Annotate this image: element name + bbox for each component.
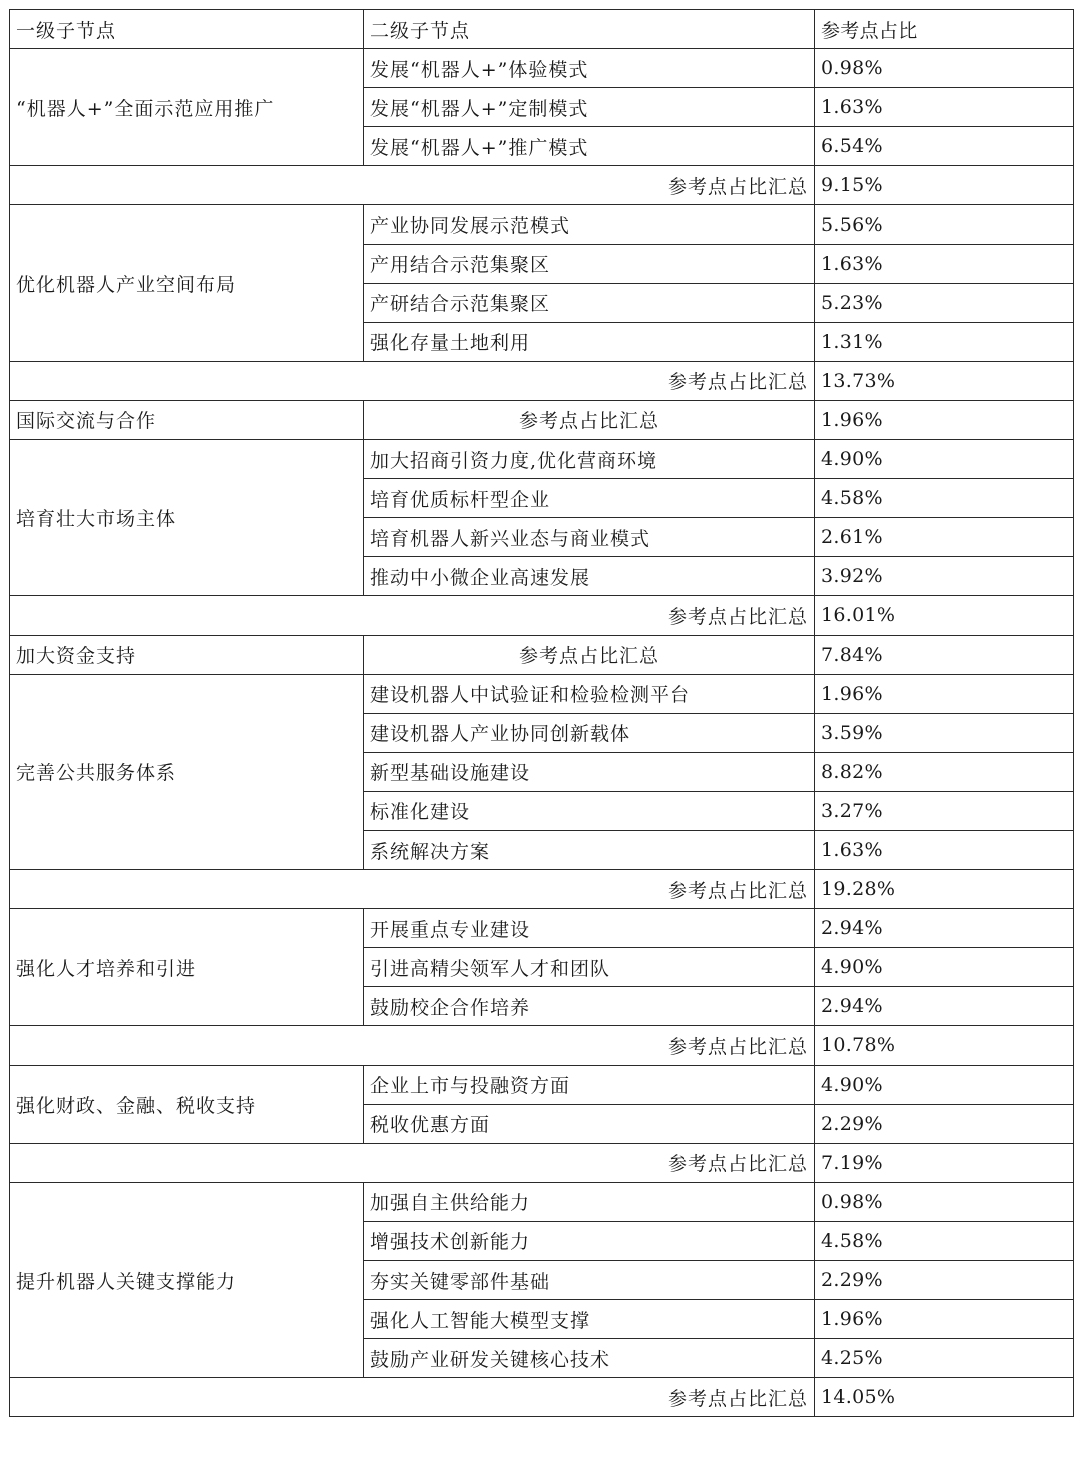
summary-label: 参考点占比汇总	[10, 1143, 815, 1182]
ratio-value: 1.63%	[815, 830, 1074, 869]
level2-node-label: 培育机器人新兴业态与商业模式	[364, 518, 815, 557]
level2-node-label: 建设机器人产业协同创新载体	[364, 713, 815, 752]
header-level1: 一级子节点	[10, 10, 364, 49]
summary-label: 参考点占比汇总	[10, 166, 815, 205]
summary-value: 19.28%	[815, 870, 1074, 909]
summary-label: 参考点占比汇总	[364, 400, 815, 439]
summary-label: 参考点占比汇总	[364, 635, 815, 674]
ratio-value: 5.23%	[815, 283, 1074, 322]
summary-value: 14.05%	[815, 1378, 1074, 1417]
level2-node-label: 加强自主供给能力	[364, 1182, 815, 1221]
level2-node-label: 培育优质标杆型企业	[364, 479, 815, 518]
ratio-value: 4.90%	[815, 948, 1074, 987]
level1-node-label: “机器人+”全面示范应用推广	[10, 49, 364, 166]
level2-node-label: 产研结合示范集聚区	[364, 283, 815, 322]
level2-node-label: 标准化建设	[364, 791, 815, 830]
ratio-value: 0.98%	[815, 49, 1074, 88]
summary-row	[10, 635, 1074, 674]
ratio-value: 0.98%	[815, 1182, 1074, 1221]
header-level2: 二级子节点	[364, 10, 815, 49]
table-row	[10, 674, 1074, 713]
summary-label: 参考点占比汇总	[10, 1378, 815, 1417]
level1-node-label: 强化人才培养和引进	[10, 909, 364, 1026]
level2-node-label: 推动中小微企业高速发展	[364, 557, 815, 596]
summary-row	[10, 166, 1074, 205]
table-row	[10, 49, 1074, 88]
level2-node-label: 产用结合示范集聚区	[364, 244, 815, 283]
summary-value: 10.78%	[815, 1026, 1074, 1065]
reference-point-table	[9, 9, 1074, 1417]
summary-label: 参考点占比汇总	[10, 596, 815, 635]
header-ratio: 参考点占比	[815, 10, 1074, 49]
summary-label: 参考点占比汇总	[10, 361, 815, 400]
ratio-value: 4.58%	[815, 479, 1074, 518]
level2-node-label: 强化人工智能大模型支撑	[364, 1300, 815, 1339]
level2-node-label: 发展“机器人+”推广模式	[364, 127, 815, 166]
header-row	[10, 10, 1074, 49]
level1-node-label: 完善公共服务体系	[10, 674, 364, 869]
ratio-value: 6.54%	[815, 127, 1074, 166]
level2-node-label: 增强技术创新能力	[364, 1221, 815, 1260]
summary-value: 16.01%	[815, 596, 1074, 635]
level2-node-label: 税收优惠方面	[364, 1104, 815, 1143]
ratio-value: 1.31%	[815, 322, 1074, 361]
level2-node-label: 系统解决方案	[364, 830, 815, 869]
ratio-value: 1.63%	[815, 88, 1074, 127]
summary-label: 参考点占比汇总	[10, 870, 815, 909]
ratio-value: 1.63%	[815, 244, 1074, 283]
level2-node-label: 夯实关键零部件基础	[364, 1261, 815, 1300]
level1-node-label: 国际交流与合作	[10, 400, 364, 439]
ratio-value: 1.96%	[815, 674, 1074, 713]
summary-value: 7.84%	[815, 635, 1074, 674]
ratio-value: 2.29%	[815, 1104, 1074, 1143]
summary-value: 1.96%	[815, 400, 1074, 439]
level2-node-label: 产业协同发展示范模式	[364, 205, 815, 244]
ratio-value: 4.90%	[815, 1065, 1074, 1104]
level2-node-label: 建设机器人中试验证和检验检测平台	[364, 674, 815, 713]
level2-node-label: 引进高精尖领军人才和团队	[364, 948, 815, 987]
ratio-value: 2.94%	[815, 909, 1074, 948]
ratio-value: 3.59%	[815, 713, 1074, 752]
summary-row	[10, 361, 1074, 400]
level2-node-label: 发展“机器人+”定制模式	[364, 88, 815, 127]
table-row	[10, 1065, 1074, 1104]
table-row	[10, 909, 1074, 948]
table-row	[10, 1182, 1074, 1221]
summary-row	[10, 1143, 1074, 1182]
level2-node-label: 鼓励产业研发关键核心技术	[364, 1339, 815, 1378]
summary-row	[10, 1026, 1074, 1065]
summary-value: 9.15%	[815, 166, 1074, 205]
level2-node-label: 发展“机器人+”体验模式	[364, 49, 815, 88]
summary-row	[10, 870, 1074, 909]
table-row	[10, 205, 1074, 244]
summary-row	[10, 400, 1074, 439]
level2-node-label: 鼓励校企合作培养	[364, 987, 815, 1026]
level1-node-label: 培育壮大市场主体	[10, 440, 364, 596]
ratio-value: 3.27%	[815, 791, 1074, 830]
ratio-value: 2.29%	[815, 1261, 1074, 1300]
level1-node-label: 强化财政、金融、税收支持	[10, 1065, 364, 1143]
ratio-value: 4.58%	[815, 1221, 1074, 1260]
ratio-value: 2.94%	[815, 987, 1074, 1026]
table-body	[10, 10, 1074, 1417]
level2-node-label: 强化存量土地利用	[364, 322, 815, 361]
summary-row	[10, 1378, 1074, 1417]
summary-value: 13.73%	[815, 361, 1074, 400]
level2-node-label: 开展重点专业建设	[364, 909, 815, 948]
ratio-value: 1.96%	[815, 1300, 1074, 1339]
summary-value: 7.19%	[815, 1143, 1074, 1182]
ratio-value: 4.90%	[815, 440, 1074, 479]
level1-node-label: 提升机器人关键支撑能力	[10, 1182, 364, 1377]
ratio-value: 4.25%	[815, 1339, 1074, 1378]
summary-row	[10, 596, 1074, 635]
level2-node-label: 企业上市与投融资方面	[364, 1065, 815, 1104]
summary-label: 参考点占比汇总	[10, 1026, 815, 1065]
table-row	[10, 440, 1074, 479]
level2-node-label: 新型基础设施建设	[364, 752, 815, 791]
level1-node-label: 加大资金支持	[10, 635, 364, 674]
ratio-value: 2.61%	[815, 518, 1074, 557]
level1-node-label: 优化机器人产业空间布局	[10, 205, 364, 361]
ratio-value: 3.92%	[815, 557, 1074, 596]
ratio-value: 8.82%	[815, 752, 1074, 791]
level2-node-label: 加大招商引资力度,优化营商环境	[364, 440, 815, 479]
ratio-value: 5.56%	[815, 205, 1074, 244]
